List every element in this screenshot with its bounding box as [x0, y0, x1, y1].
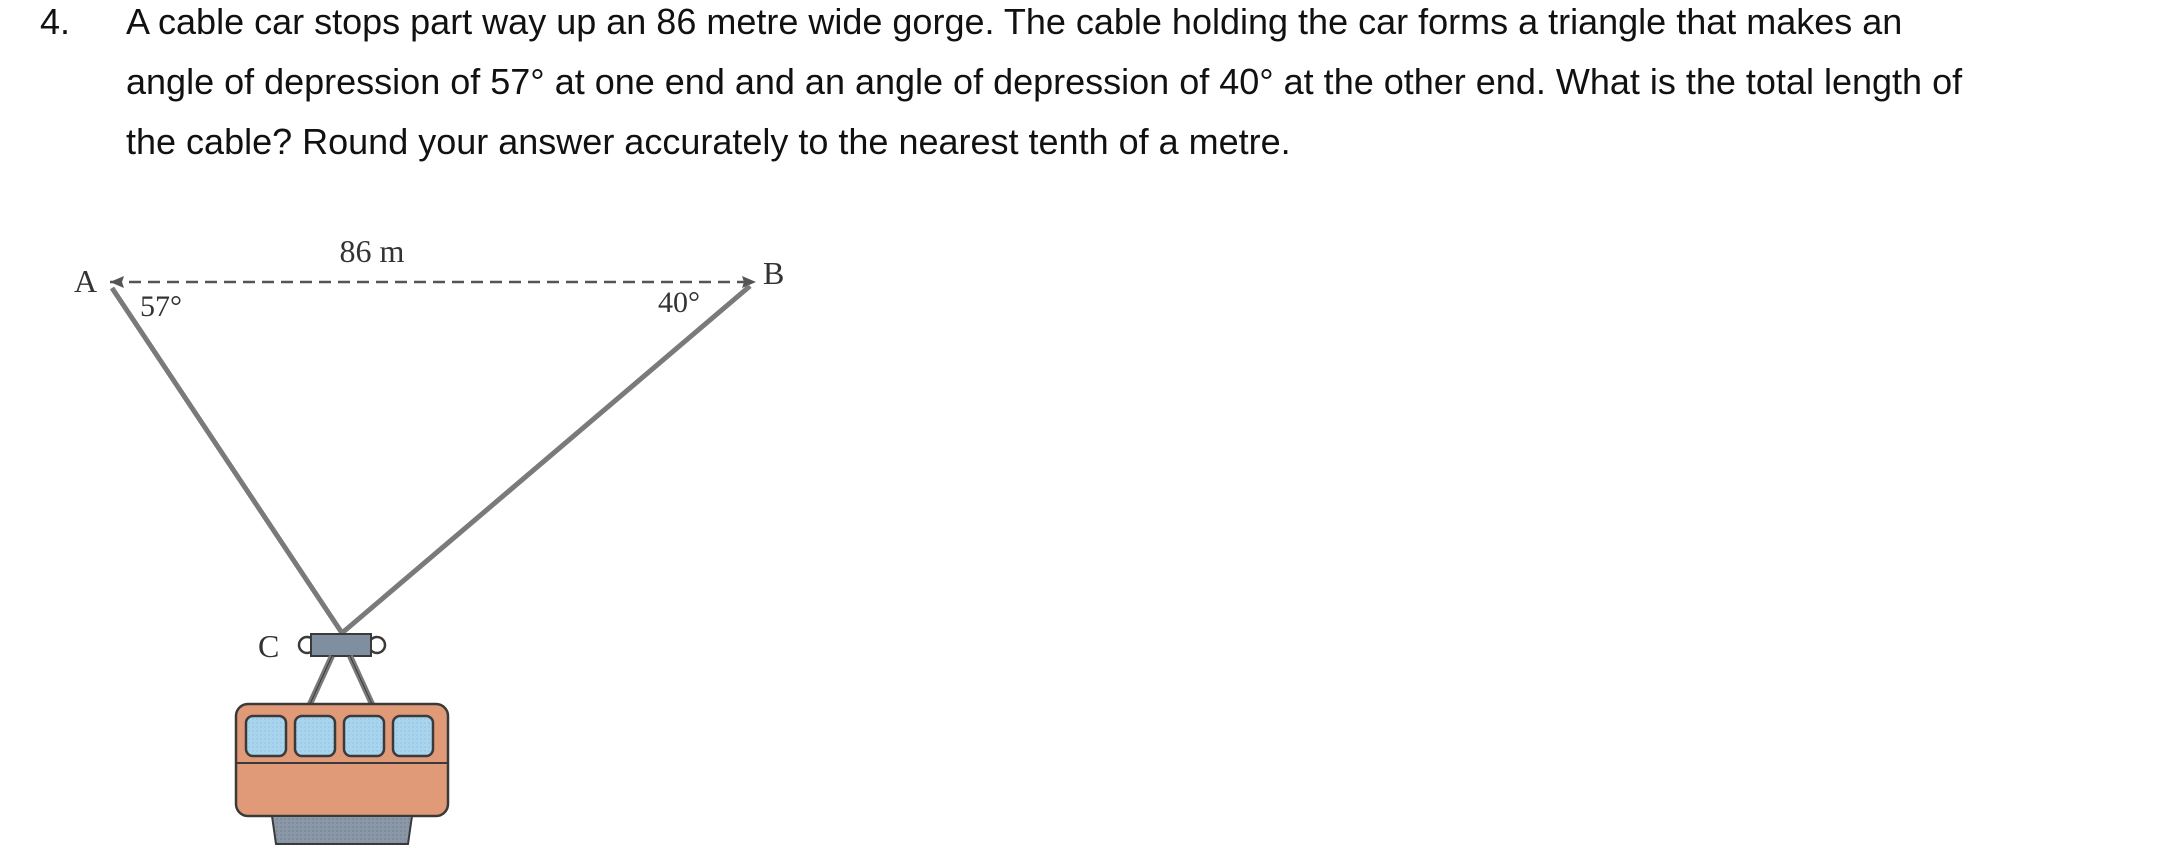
label-angle-a: 57°	[140, 290, 182, 323]
label-point-b: B	[763, 255, 785, 291]
label-angle-b: 40°	[658, 286, 700, 319]
trolley-body	[311, 634, 371, 656]
label-point-c: C	[258, 628, 280, 664]
label-point-a: A	[74, 263, 98, 299]
question-line-1: A cable car stops part way up an 86 metre wide gorge. The cable holding the car forms a triangle that makes an	[126, 1, 1903, 42]
question-line-3: the cable? Round your answer accurately to the nearest tenth of a metre.	[126, 121, 1291, 162]
car-window-2	[295, 716, 335, 756]
question-line-2: angle of depression of 57° at one end and an angle of depression of 40° at the other end. What is the total length of	[126, 61, 1963, 102]
diagram-svg	[60, 230, 840, 850]
arrowhead-a	[110, 276, 124, 288]
cable-ac	[112, 288, 342, 633]
hanger-right-outline	[350, 656, 372, 704]
car-window-3	[344, 716, 384, 756]
cable-car-diagram	[60, 230, 840, 850]
cable-bc	[342, 286, 750, 633]
car-base	[272, 816, 412, 844]
question-text	[126, 0, 2136, 172]
car-window-4	[393, 716, 433, 756]
label-width: 86 m	[339, 233, 405, 269]
car-window-1	[246, 716, 286, 756]
question-number: 4.	[40, 1, 71, 42]
hanger-left-outline	[310, 656, 332, 704]
